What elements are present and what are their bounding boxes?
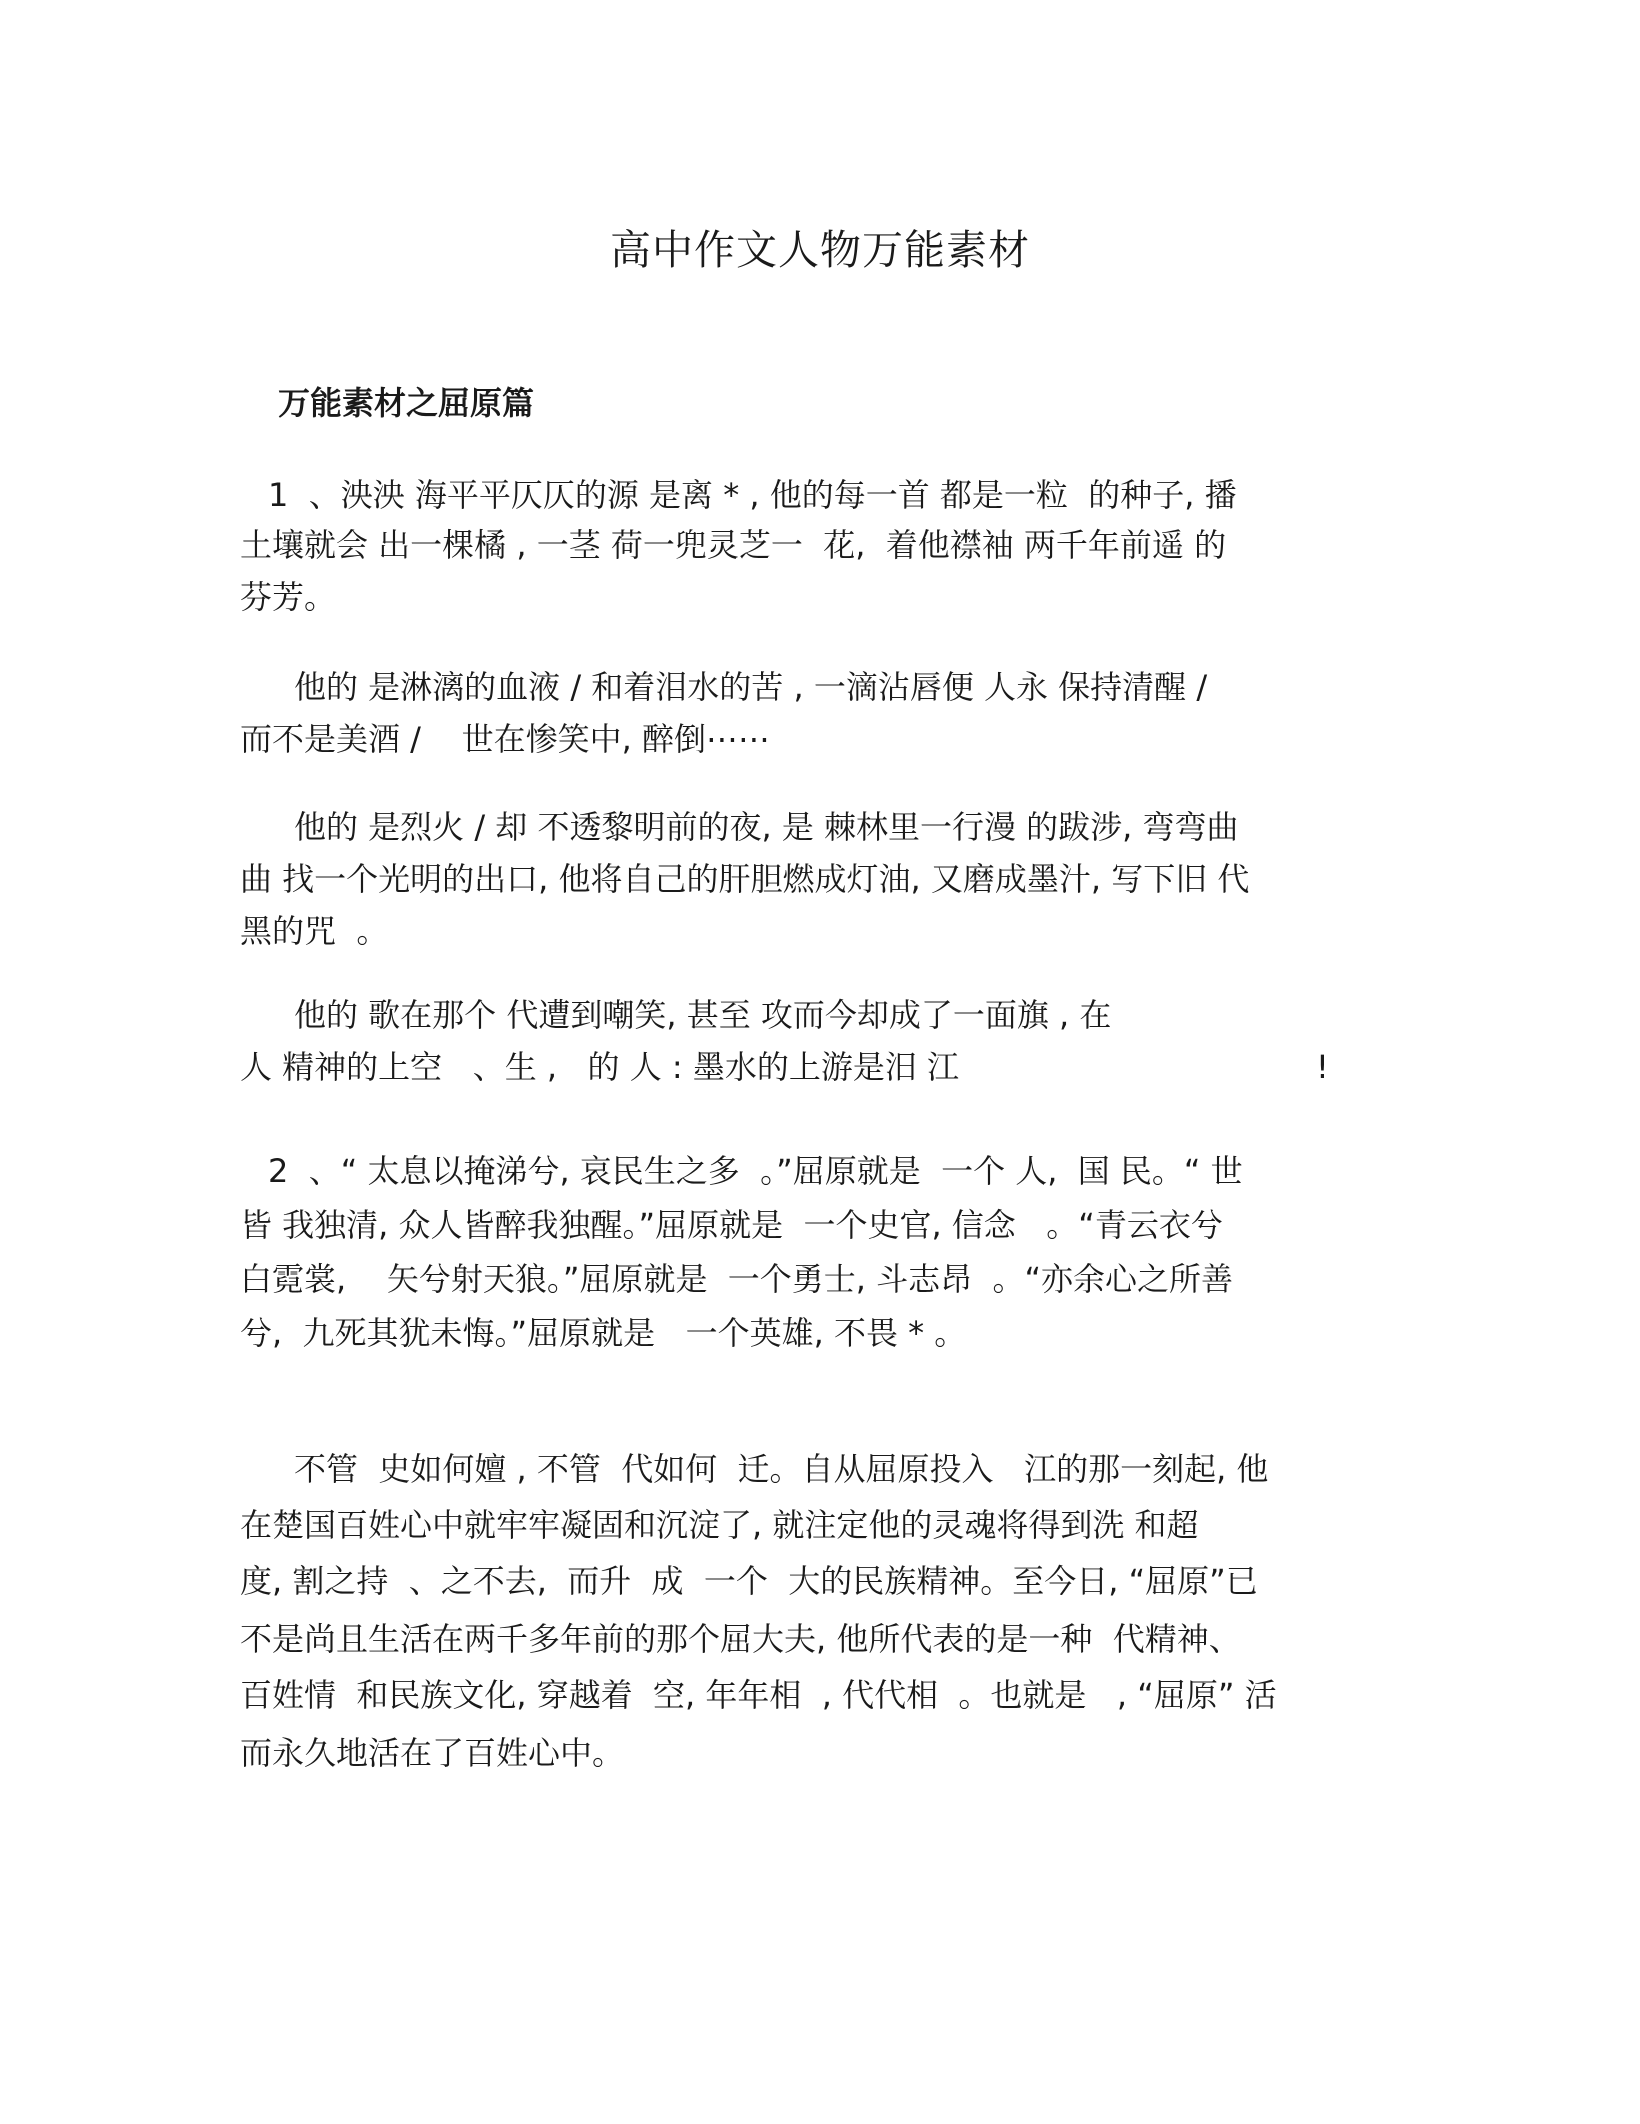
paragraph-line: 他的 是淋漓的血液 / 和着泪水的苦 , 一滴沾唇便 人永 保持清醒 / [294,668,1208,706]
paragraph-line: 百姓情 和民族文化, 穿越着 空, 年年相 , 代代相 。也就是 , “屈原” 活 [240,1676,1277,1714]
paragraph-line: 不是尚且生活在两千多年前的那个屈大夫, 他所代表的是一种 代精神、 [240,1620,1241,1658]
paragraph-line: 2 、“ 太息以掩涕兮, 哀民生之多 。”屈原就是 一个 人, 国 民。“ 世 [268,1152,1243,1190]
paragraph-line: 他的 是烈火 / 却 不透黎明前的夜, 是 棘林里一行漫 的跋涉, 弯弯曲 [294,808,1239,846]
paragraph-line: 他的 歌在那个 代遭到嘲笑, 甚至 攻而今却成了一面旗 , 在 [294,996,1112,1034]
paragraph-line: 曲 找一个光明的出口, 他将自己的肝胆燃成灯油, 又磨成墨汁, 写下旧 代 [240,860,1250,898]
paragraph-line: 黑的咒 。 [240,912,389,950]
paragraph-line: 1 、泱泱 海平平仄仄的源 是离 * , 他的每一首 都是一粒 的种子, 播 [268,476,1237,514]
paragraph-line: 而永久地活在了百姓心中。 [240,1734,625,1772]
section-heading: 万能素材之屈原篇 [278,384,535,422]
paragraph-line: 度, 割之持 、之不去, 而升 成 一个 大的民族精神。至今日, “屈原”已 [240,1562,1258,1600]
paragraph-line: 在楚国百姓心中就牢牢凝固和沉淀了, 就注定他的灵魂将得到洗 和超 [240,1506,1199,1544]
page-title: 高中作文人物万能素材 [610,226,1030,274]
paragraph-line: 不管 史如何嬗 , 不管 代如何 迁。自从屈原投入 江的那一刻起, 他 [294,1450,1269,1488]
paragraph-line: 土壤就会 出一棵橘 , 一茎 荷一兜灵芝一 花, 着他襟袖 两千年前遥 的 [240,526,1227,564]
paragraph-line: 皆 我独清, 众人皆醉我独醒。”屈原就是 一个史官, 信念 。“青云衣兮 [240,1206,1223,1244]
paragraph-line: 人 精神的上空 、生 , 的 人 : 墨水的上游是汨 江 [240,1048,960,1086]
paragraph-line: 芬芳。 [240,578,337,616]
paragraph-line: 兮, 九死其犹未悔。”屈原就是 一个英雄, 不畏 * 。 [240,1314,967,1352]
paragraph-line: ! [1316,1048,1329,1086]
paragraph-line: 白霓裳, 矢兮射天狼。”屈原就是 一个勇士, 斗志昂 。“亦余心之所善 [240,1260,1234,1298]
paragraph-line: 而不是美酒 / 世在惨笑中, 醉倒⋯⋯ [240,720,770,758]
